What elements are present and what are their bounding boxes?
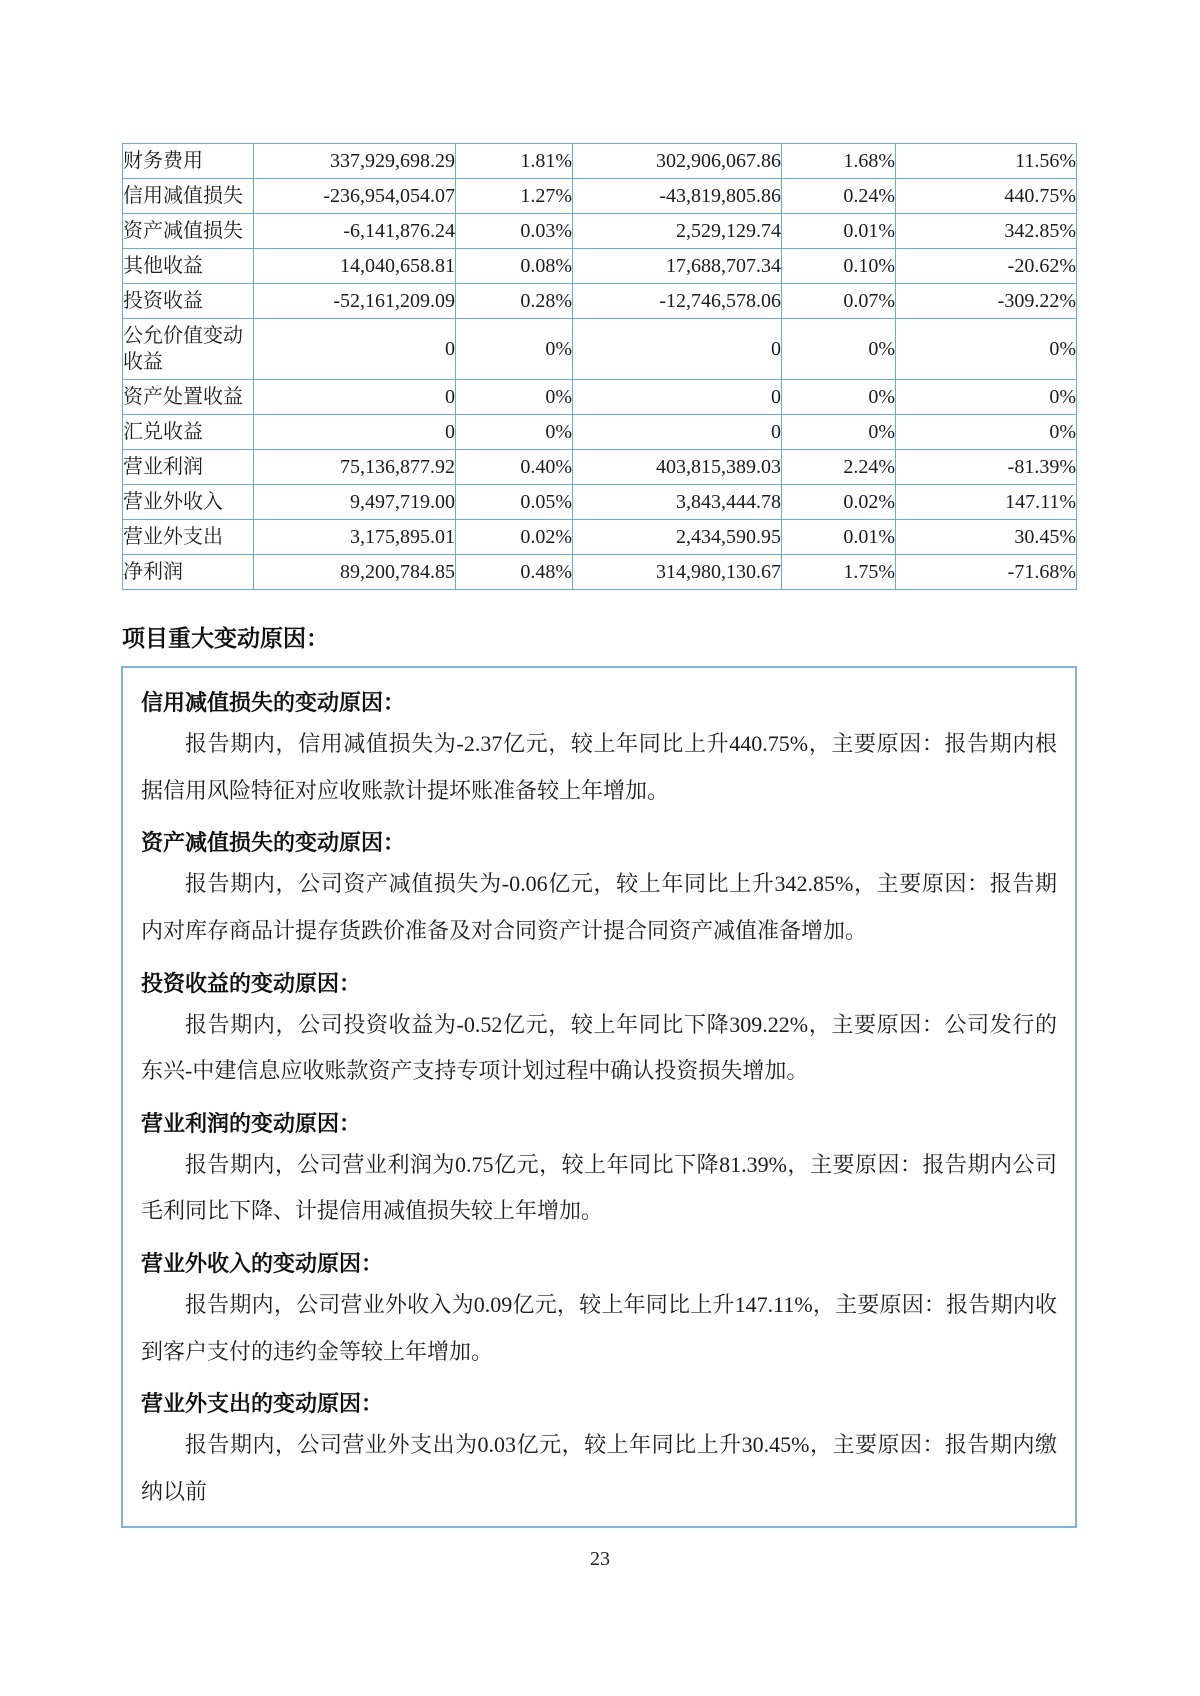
reason-block-title: 营业利润的变动原因： <box>141 1110 362 1136</box>
amount-prior: 0 <box>573 415 782 450</box>
pct-prior: 0.10% <box>782 249 896 284</box>
page-number: 23 <box>590 1548 610 1570</box>
pct-current: 0.48% <box>456 555 573 590</box>
table-row <box>123 179 1077 214</box>
change-pct: -81.39% <box>896 450 1077 485</box>
change-pct: -309.22% <box>896 284 1077 319</box>
change-pct: 11.56% <box>896 144 1077 179</box>
change-pct: 342.85% <box>896 214 1077 249</box>
change-pct: 0% <box>896 319 1077 380</box>
row-label: 投资收益 <box>123 284 254 319</box>
amount-prior: 2,529,129.74 <box>573 214 782 249</box>
pct-prior: 0% <box>782 380 896 415</box>
pct-prior: 2.24% <box>782 450 896 485</box>
table-row <box>123 485 1077 520</box>
pct-current: 0.28% <box>456 284 573 319</box>
reason-block-body: 报告期内，公司投资收益为-0.52亿元，较上年同比下降309.22%，主要原因：公司发行的东兴-中建信息应收账款资产支持专项计划过程中确认投资损失增加。 <box>141 1011 1057 1084</box>
reason-block-body: 报告期内，公司营业外支出为0.03亿元，较上年同比上升30.45%，主要原因：报告期内缴纳以前 <box>141 1432 1057 1504</box>
section-heading: 项目重大变动原因： <box>122 626 329 651</box>
pct-current: 0.40% <box>456 450 573 485</box>
amount-prior: 0 <box>573 319 782 380</box>
pct-current: 0% <box>456 319 573 380</box>
row-label: 信用减值损失 <box>123 179 254 214</box>
row-label: 其他收益 <box>123 249 254 284</box>
amount-current: 0 <box>254 319 456 380</box>
table-row <box>123 520 1077 555</box>
amount-current: -6,141,876.24 <box>254 214 456 249</box>
amount-prior: -43,819,805.86 <box>573 179 782 214</box>
change-pct: 0% <box>896 415 1077 450</box>
amount-current: -236,954,054.07 <box>254 179 456 214</box>
pct-prior: 1.75% <box>782 555 896 590</box>
row-label: 营业外支出 <box>123 520 254 555</box>
row-label: 资产处置收益 <box>123 380 254 415</box>
pct-prior: 0.01% <box>782 520 896 555</box>
reason-block-body: 报告期内，信用减值损失为-2.37亿元，较上年同比上升440.75%，主要原因：报告期内根据信用风险特征对应收账款计提坏账准备较上年增加。 <box>141 731 1057 803</box>
amount-prior: 3,843,444.78 <box>573 485 782 520</box>
amount-current: -52,161,209.09 <box>254 284 456 319</box>
pct-prior: 0% <box>782 415 896 450</box>
pct-current: 0.08% <box>456 249 573 284</box>
pct-current: 1.81% <box>456 144 573 179</box>
amount-prior: 314,980,130.67 <box>573 555 782 590</box>
amount-current: 89,200,784.85 <box>254 555 456 590</box>
reason-block-title: 信用减值损失的变动原因： <box>141 690 406 715</box>
amount-current: 9,497,719.00 <box>254 485 456 520</box>
change-pct: 147.11% <box>896 485 1077 520</box>
amount-current: 3,175,895.01 <box>254 520 456 555</box>
reason-block-title: 资产减值损失的变动原因： <box>141 830 406 856</box>
pct-current: 0.03% <box>456 214 573 249</box>
amount-current: 14,040,658.81 <box>254 249 456 284</box>
table-row <box>123 319 1077 380</box>
row-label: 营业外收入 <box>123 485 254 520</box>
change-pct: -20.62% <box>896 249 1077 284</box>
pct-prior: 0.01% <box>782 214 896 249</box>
table-row <box>123 249 1077 284</box>
change-reasons-box <box>121 666 1077 1528</box>
pct-current: 1.27% <box>456 179 573 214</box>
table-row <box>123 555 1077 590</box>
amount-prior: 302,906,067.86 <box>573 144 782 179</box>
row-label: 财务费用 <box>123 144 254 179</box>
amount-prior: 2,434,590.95 <box>573 520 782 555</box>
reason-block-title: 营业外支出的变动原因： <box>141 1391 384 1417</box>
reason-block-body: 报告期内，公司资产减值损失为-0.06亿元，较上年同比上升342.85%，主要原因：报告期内对库存商品计提存货跌价准备及对合同资产计提合同资产减值准备增加。 <box>141 871 1057 943</box>
pct-current: 0.05% <box>456 485 573 520</box>
pct-prior: 0% <box>782 319 896 380</box>
document-page-content <box>122 143 1076 1528</box>
amount-prior: 0 <box>573 380 782 415</box>
table-row <box>123 450 1077 485</box>
row-label: 净利润 <box>123 555 254 590</box>
table-row <box>123 214 1077 249</box>
row-label: 资产减值损失 <box>123 214 254 249</box>
reason-block-body: 报告期内，公司营业外收入为0.09亿元，较上年同比上升147.11%，主要原因：报告期内收到客户支付的违约金等较上年增加。 <box>141 1292 1057 1364</box>
row-label: 营业利润 <box>123 450 254 485</box>
change-pct: 30.45% <box>896 520 1077 555</box>
table-row <box>123 380 1077 415</box>
reason-block-title: 营业外收入的变动原因： <box>141 1251 384 1276</box>
change-pct: -71.68% <box>896 555 1077 590</box>
table-row <box>123 284 1077 319</box>
table-row <box>123 144 1077 179</box>
pct-prior: 0.07% <box>782 284 896 319</box>
pct-prior: 0.02% <box>782 485 896 520</box>
reason-block-body: 报告期内，公司营业利润为0.75亿元，较上年同比下降81.39%，主要原因：报告期内公司毛利同比下降、计提信用减值损失较上年增加。 <box>141 1151 1057 1224</box>
pct-current: 0% <box>456 415 573 450</box>
amount-current: 0 <box>254 380 456 415</box>
amount-prior: -12,746,578.06 <box>573 284 782 319</box>
pct-prior: 1.68% <box>782 144 896 179</box>
row-label: 汇兑收益 <box>123 415 254 450</box>
row-label: 公允价值变动收益 <box>123 319 254 380</box>
amount-prior: 17,688,707.34 <box>573 249 782 284</box>
amount-current: 337,929,698.29 <box>254 144 456 179</box>
reason-block-title: 投资收益的变动原因： <box>141 970 362 996</box>
amount-prior: 403,815,389.03 <box>573 450 782 485</box>
table-row <box>123 415 1077 450</box>
pct-current: 0% <box>456 380 573 415</box>
pct-prior: 0.24% <box>782 179 896 214</box>
change-pct: 440.75% <box>896 179 1077 214</box>
change-pct: 0% <box>896 380 1077 415</box>
financial-items-table <box>122 143 1077 590</box>
amount-current: 0 <box>254 415 456 450</box>
amount-current: 75,136,877.92 <box>254 450 456 485</box>
pct-current: 0.02% <box>456 520 573 555</box>
